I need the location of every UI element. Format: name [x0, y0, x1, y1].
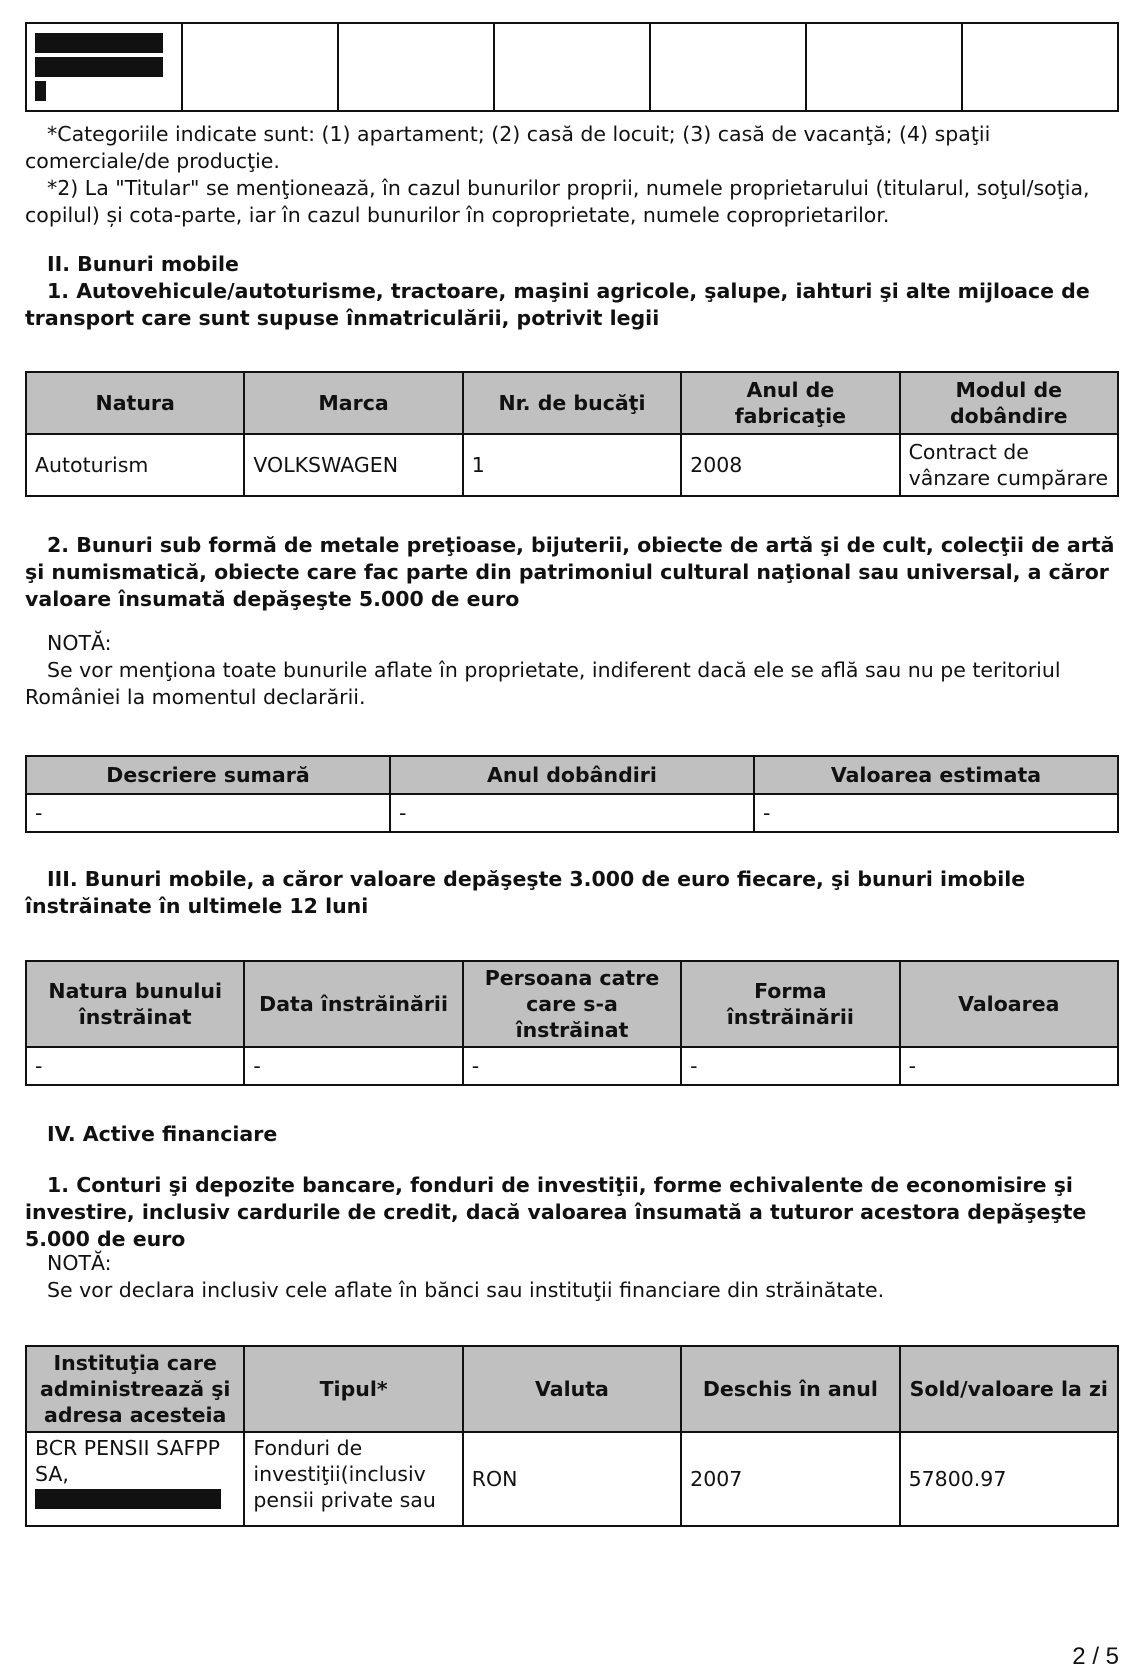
table-row: [26, 434, 1118, 496]
cell: -: [26, 1047, 244, 1085]
cell: 57800.97: [900, 1432, 1118, 1526]
empty-cell: [650, 23, 806, 111]
col-header: Persoana catre care s-a înstrăinat: [463, 961, 681, 1047]
footnote-categorii: *Categoriile indicate sunt: (1) apartament; (2) casă de locuit; (3) casă de vacanţă; (4) spaţii comerciale/de producţie.: [25, 122, 991, 173]
page-number: 2 / 5: [1072, 1643, 1119, 1670]
cell: -: [681, 1047, 899, 1085]
valuables-table-wrap: [25, 755, 1119, 833]
cell: -: [390, 794, 754, 832]
valuables-table: [25, 755, 1119, 833]
nota-block-2: [25, 1250, 1119, 1304]
section-3-heading: III. Bunuri mobile, a căror valoare depăşeşte 3.000 de euro fiecare, şi bunuri imobile înstrăinate în ultimele 12 luni: [25, 867, 1026, 918]
section-3-header: [25, 866, 1119, 920]
empty-cell: [806, 23, 962, 111]
accounts-table-wrap: [25, 1345, 1119, 1527]
nota-block-1: [25, 630, 1119, 711]
section-4-heading: IV. Active financiare: [47, 1122, 278, 1146]
cell-institutie: [26, 1432, 244, 1526]
institution-name: BCR PENSII SAFPP SA,: [35, 1436, 220, 1486]
col-header: Sold/valoare la zi: [900, 1346, 1118, 1432]
col-header: Nr. de bucăţi: [463, 372, 681, 434]
col-header: Modul de dobândire: [900, 372, 1118, 434]
table-row: [26, 1432, 1118, 1526]
cell: -: [463, 1047, 681, 1085]
col-header: Instituţia care administrează şi adresa acesteia: [26, 1346, 244, 1432]
nota-label: NOTĂ:: [47, 631, 112, 655]
section-2-sub1: 1. Autovehicule/autoturisme, tractoare, maşini agricole, şalupe, iahturi şi alte mijloace de transport care sunt supuse înmatriculării, potrivit legii: [25, 279, 1090, 330]
col-header: Marca: [244, 372, 462, 434]
section-2-heading: II. Bunuri mobile: [47, 252, 239, 276]
col-header: Valoarea estimata: [754, 756, 1118, 794]
cell: -: [26, 794, 390, 832]
vehicles-table: [25, 371, 1119, 497]
alienated-table-wrap: [25, 960, 1119, 1086]
nota-text: Se vor menţiona toate bunurile aflate în proprietate, indiferent dacă ele se află sau nu pe teritoriul României la momentul declarării.: [25, 658, 1061, 709]
cell: 2007: [681, 1432, 899, 1526]
cell: VOLKSWAGEN: [244, 434, 462, 496]
col-header: Valuta: [463, 1346, 681, 1432]
table-row: [26, 794, 1118, 832]
cell: Contract de vânzare cumpărare: [900, 434, 1118, 496]
cell: 2008: [681, 434, 899, 496]
section-2-sub2: 2. Bunuri sub formă de metale preţioase, bijuterii, obiecte de artă şi de cult, colecţii de artă şi numismatică, obiecte care fac parte din patrimoniul cultural naţional sau universal, a căror valoare însumată depăşeşte 5.000 de euro: [25, 533, 1115, 611]
redaction-bar: [35, 1489, 221, 1509]
redaction-bar: [35, 81, 46, 101]
cell: -: [244, 1047, 462, 1085]
col-header: Tipul*: [244, 1346, 462, 1432]
cell: RON: [463, 1432, 681, 1526]
cell: Autoturism: [26, 434, 244, 496]
col-header: Deschis în anul: [681, 1346, 899, 1432]
table-row: [26, 1047, 1118, 1085]
section-2-sub2-block: [25, 532, 1119, 613]
footnotes: [25, 121, 1119, 229]
empty-cell: [494, 23, 650, 111]
section-2-header: [25, 251, 1119, 332]
cell: -: [754, 794, 1118, 832]
col-header: Valoarea: [900, 961, 1118, 1047]
redaction-bar: [35, 33, 163, 53]
col-header: Data înstrăinării: [244, 961, 462, 1047]
col-header: Anul de fabricaţie: [681, 372, 899, 434]
col-header: Descriere sumară: [26, 756, 390, 794]
col-header: Anul dobândiri: [390, 756, 754, 794]
section-4-header: [25, 1121, 1119, 1148]
col-header: Natura bunului înstrăinat: [26, 961, 244, 1047]
col-header: Forma înstrăinării: [681, 961, 899, 1047]
alienated-table: [25, 960, 1119, 1086]
cell: -: [900, 1047, 1118, 1085]
nota-label: NOTĂ:: [47, 1251, 112, 1275]
vehicles-table-wrap: [25, 371, 1119, 497]
empty-cell: [338, 23, 494, 111]
cell: 1: [463, 434, 681, 496]
empty-cell: [962, 23, 1118, 111]
section-4-sub1-block: [25, 1172, 1119, 1253]
redacted-cell: [26, 23, 182, 111]
accounts-table: [25, 1345, 1119, 1527]
footnote-titular: *2) La "Titular" se menţionează, în cazul bunurilor proprii, numele proprietarului (titularul, soţul/soţia, copilul) și cota-parte, iar în cazul bunurilor în coproprietate, numele coproprietarilor.: [25, 176, 1090, 227]
redaction-bar: [35, 57, 163, 77]
empty-cell: [182, 23, 338, 111]
top-continuation-table: [25, 22, 1119, 112]
cell: Fonduri de investiţii(inclusiv pensii private sau: [244, 1432, 462, 1526]
col-header: Natura: [26, 372, 244, 434]
section-4-sub1: 1. Conturi şi depozite bancare, fonduri de investiţii, forme echivalente de economisire şi investire, inclusiv cardurile de credit, dacă valoarea însumată a tuturor acestora depăşeşte 5.000 de euro: [25, 1173, 1087, 1251]
nota-text: Se vor declara inclusiv cele aflate în bănci sau instituţii financiare din străinătate.: [47, 1278, 885, 1302]
